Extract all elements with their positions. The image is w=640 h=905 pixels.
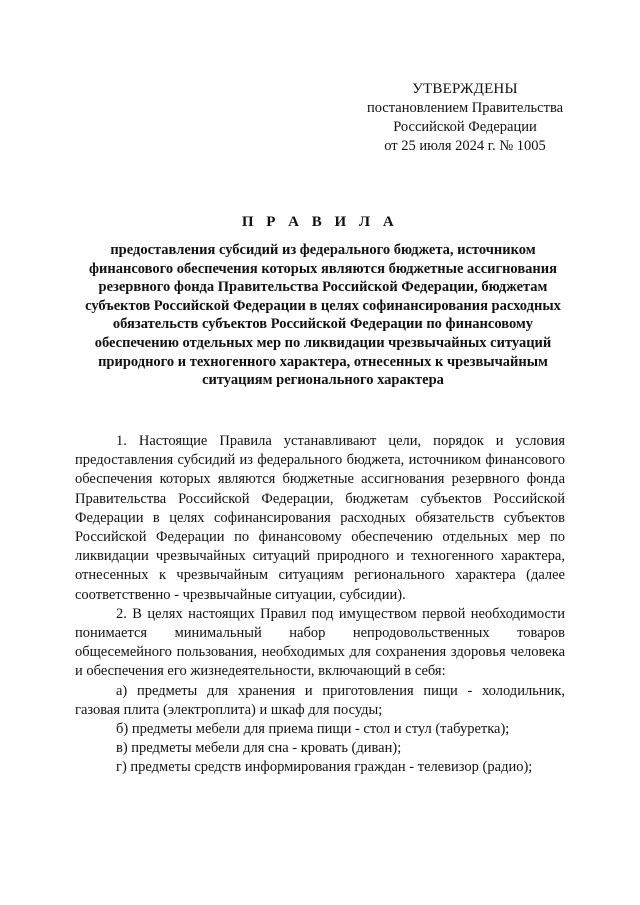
list-item-d: г) предметы средств информирования граждан - телевизор (радио); [116,759,533,776]
approval-stamp [340,80,590,156]
approval-heading: УТВЕРЖДЕНЫ [412,81,518,97]
approval-line-2: Российской Федерации [393,119,537,135]
approval-line-1: постановлением Правительства [366,100,564,116]
list-item-a: а) предметы для хранения и приготовления пищи - холодильник, газовая плита (электроплита) и шкаф для посуды; [75,682,565,718]
paragraph-1: 1. Настоящие Правила устанавливают цели, порядок и условия предоставления субсидий из федерального бюджета, источником финансового обеспечения которых являются бюджетные ассигнования резервного фонда Правительства Российской Федерации, бюджетам субъектов Российской Федерации в целях софинансирования расходных обязательств субъектов Российской Федерации по финансовому обеспечению отдельных мер по ликвидации чрезвычайных ситуаций природного и техногенного характера, отнесенных к чрезвычайным ситуациям регионального характера (далее соответственно - чрезвычайные ситуации, субсидии). [75,433,565,603]
approval-line-3: от 25 июля 2024 г. № 1005 [384,138,546,154]
list-item-b: б) предметы мебели для приема пищи - стол и стул (табуретка); [116,721,510,738]
list-item-c: в) предметы мебели для сна - кровать (диван); [116,740,402,757]
document-body [75,432,565,778]
document-subtitle: предоставления субсидий из федерального бюджета, источником финансового обеспечения которых являются бюджетные ассигнования резервного фонда Правительства Российской Федерации, бюджетам субъектов Российской Федерации в целях софинансирования расходных обязательств субъектов Российской Федерации по финансовому обеспечению отдельных мер по ликвидации чрезвычайных ситуаций природного и техногенного характера, отнесенных к чрезвычайным ситуациям регионального характера [85,242,561,389]
paragraph-2: 2. В целях настоящих Правил под имуществом первой необходимости понимается минимальный набор непродовольственных товаров общесемейного пользования, необходимых для сохранения здоровья человека и обеспечения его жизнедеятельности, включающий в себя: [75,605,565,680]
document-title: П Р А В И Л А [241,214,399,230]
